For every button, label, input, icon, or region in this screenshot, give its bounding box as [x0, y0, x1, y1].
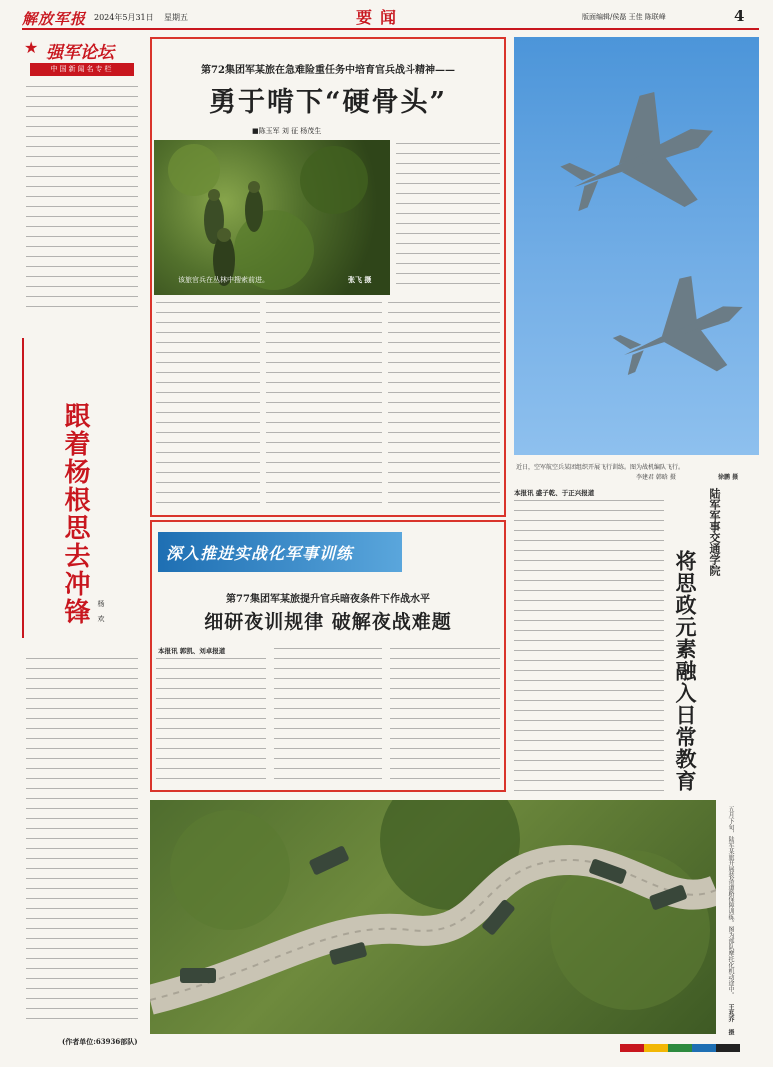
second-story-banner — [158, 532, 402, 572]
column-vertical-title: 跟着杨根思去冲锋 — [60, 402, 90, 626]
banner-title: 深入推进实战化军事训练 — [166, 544, 354, 563]
lead-photo-caption: 该旅官兵在丛林中搜索前进。 — [178, 276, 269, 284]
right-story-headline: 将思政元素融入日常教育 — [673, 550, 698, 792]
right-story-dateline: 本报讯 盛子乾、于正兴报道 — [514, 489, 595, 497]
right-story-text — [514, 500, 664, 796]
second-story-text-col1 — [156, 658, 266, 786]
column-intro-text — [26, 86, 138, 316]
second-story-text-col3 — [390, 648, 500, 786]
second-story-text-col2 — [274, 648, 382, 786]
page-number: 4 — [734, 7, 745, 25]
column-badge — [22, 36, 140, 80]
lead-story-text-right — [396, 143, 500, 293]
column-author — [22, 338, 54, 638]
issue-date: 2024年5月31日 — [94, 13, 154, 22]
masthead-rule — [22, 28, 759, 30]
section-title: 要闻 — [356, 8, 405, 27]
soldiers-in-jungle-illustration — [154, 140, 390, 295]
column-footer: (作者单位:63936部队) — [62, 1037, 138, 1046]
editors-line: 版面编辑/侯磊 王佳 陈联峰 — [582, 13, 666, 21]
page-bottom-color-bar — [620, 1044, 740, 1052]
jungle-patrol-photo — [154, 140, 390, 295]
jets-formation-illustration — [514, 37, 759, 455]
newspaper-logo: 解放军报 — [22, 10, 87, 28]
jets-photo-credit: 李建君 韩晗 摄 — [636, 474, 676, 481]
column-body-text — [26, 658, 138, 1028]
bottom-photo-credit: 王兆乔 摄 — [727, 1004, 734, 1035]
fighter-jets-photo — [514, 37, 759, 455]
masthead — [22, 6, 759, 28]
issue-weekday: 星期五 — [164, 13, 188, 22]
badge-star-icon: ★ — [24, 38, 39, 57]
column-subtitle: 中国新闻名专栏 — [30, 63, 134, 76]
lead-photo-credit: 张飞 摄 — [348, 275, 372, 284]
lead-story-text-col2 — [266, 302, 382, 512]
column-title: 强军论坛 — [46, 43, 114, 63]
second-story-headline: 细研夜训规律 破解夜战难题 — [204, 611, 452, 633]
convoy-illustration — [150, 800, 716, 1034]
lead-story-text-col3 — [388, 302, 500, 512]
lead-story-kicker: 第72集团军某旅在急难险重任务中培育官兵战斗精神—— — [201, 65, 455, 76]
jets-photo-credit-tail: 徐鹏 摄 — [718, 474, 739, 481]
bottom-photo-caption: 五月下旬，陆军某旅开展装备道路保障训练。图为部队摩托化机动途中。 — [727, 806, 734, 998]
jets-photo-caption: 近日，空军航空兵某团组织开展飞行训练。图为战机编队飞行。 — [516, 464, 685, 471]
second-story-byline: 本报讯 郭凯、刘卓报道 — [158, 647, 226, 655]
convoy-road-photo — [150, 800, 716, 1034]
lead-story-byline: ■陈玉军 刘 征 杨茂生 — [252, 127, 322, 135]
column-author-name: 杨 欢 — [97, 600, 105, 622]
lead-story-text-col1 — [156, 302, 260, 512]
right-story-unit: 陆军军事交通学院 — [708, 488, 721, 576]
second-story-kicker: 第77集团军某旅提升官兵暗夜条件下作战水平 — [226, 594, 430, 605]
lead-story-headline: 勇于啃下“硬骨头” — [208, 87, 448, 118]
